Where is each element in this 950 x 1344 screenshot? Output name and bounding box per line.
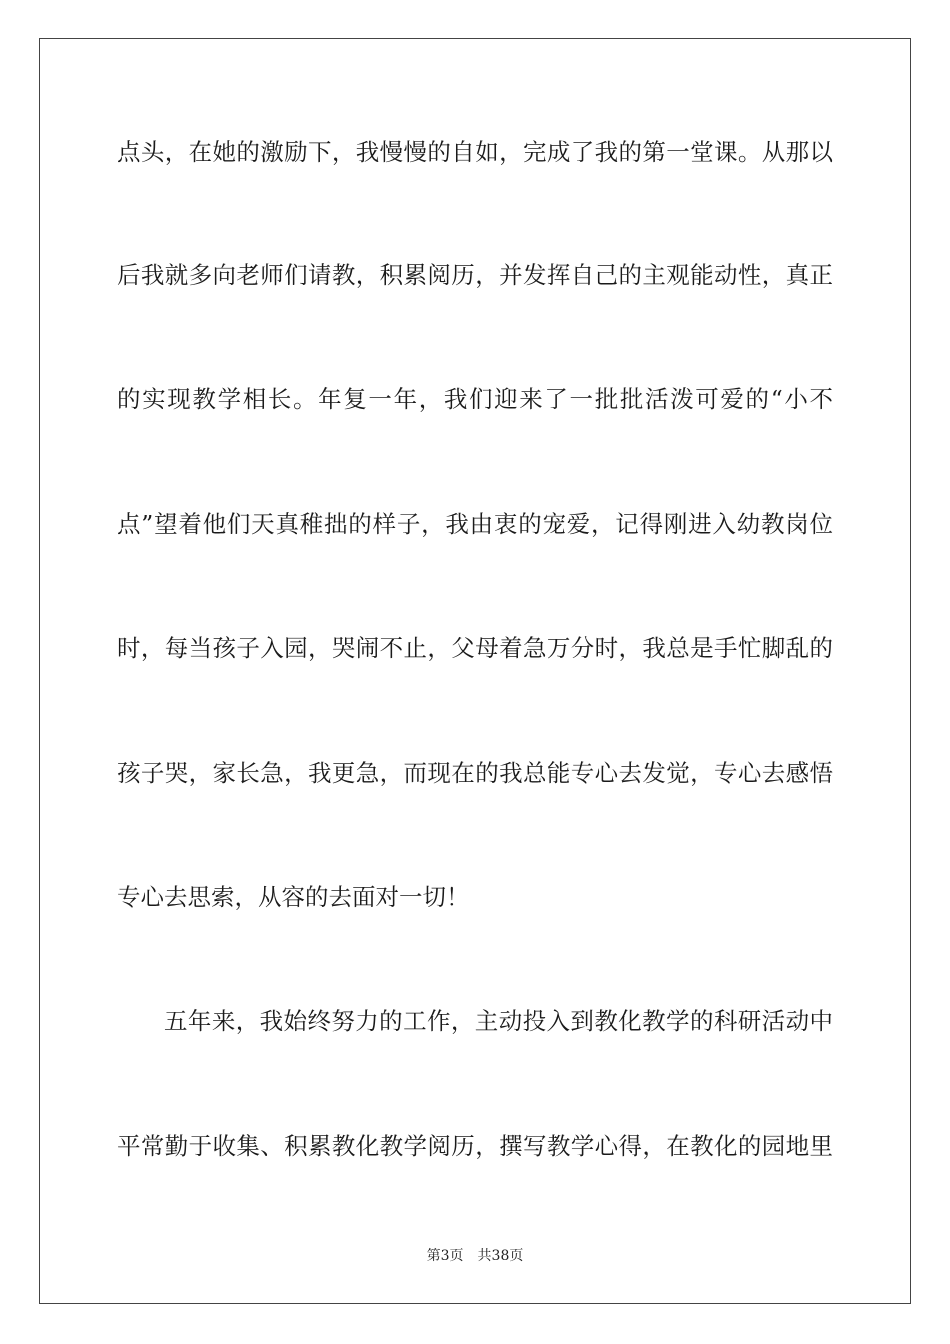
page-number: 第3页 <box>426 1248 464 1264</box>
text-line-6: 孩子哭，家长急，我更急，而现在的我总能专心去发觉，专心去感悟 <box>117 759 833 787</box>
page-border <box>39 38 911 1304</box>
text-line-1: 点头，在她的激励下，我慢慢的自如，完成了我的第一堂课。从那以 <box>117 138 833 166</box>
text-line-4: 点”望着他们天真稚拙的样子，我由衷的宠爱，记得刚进入幼教岗位 <box>117 510 833 538</box>
text-line-9: 平常勤于收集、积累教化教学阅历，撰写教学心得，在教化的园地里 <box>117 1132 833 1160</box>
text-line-5: 时，每当孩子入园，哭闹不止，父母着急万分时，我总是手忙脚乱的 <box>117 634 833 662</box>
text-line-3: 的实现教学相长。年复一年，我们迎来了一批批活泼可爱的“小不 <box>117 385 833 413</box>
text-line-2: 后我就多向老师们请教，积累阅历，并发挥自己的主观能动性，真正 <box>117 261 833 289</box>
text-line-7: 专心去思索，从容的去面对一切！ <box>117 883 470 911</box>
page-total: 共38页 <box>477 1248 524 1264</box>
page-footer <box>0 1247 950 1265</box>
paragraph-start-line: 五年来，我始终努力的工作，主动投入到教化教学的科研活动中 <box>164 1007 833 1035</box>
